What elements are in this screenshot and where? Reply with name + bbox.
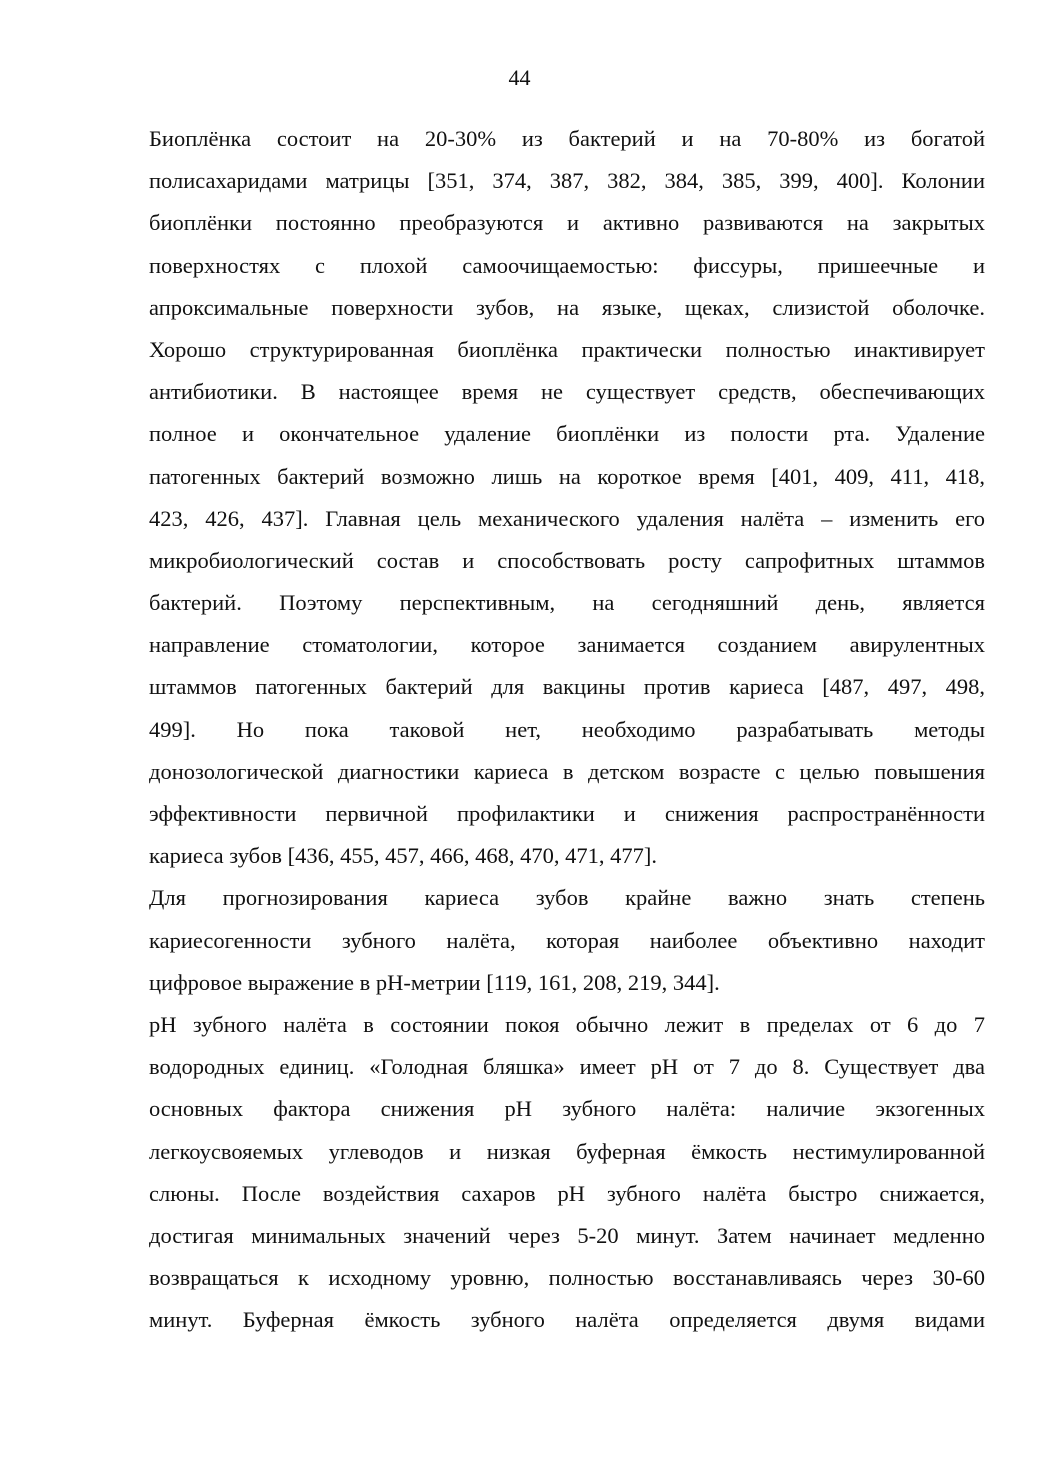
text-line: водородных единиц. «Голодная бляшка» имеет рН от 7 до 8. Существует два [149,1054,985,1080]
text-line: кариесогенности зубного налёта, которая наиболее объективно находит [149,927,985,953]
text-line: поверхностях с плохой самоочищаемостью: фиссуры, пришеечные и [149,252,985,278]
text-line: бактерий. Поэтому перспективным, на сегодняшний день, является [149,590,985,616]
text-line: слюны. После воздействия сахаров рН зубного налёта быстро снижается, [149,1180,985,1206]
text-line: Для прогнозирования кариеса зубов крайне важно знать степень [149,885,985,911]
text-line: направление стоматологии, которое занимается созданием авирулентных [149,632,985,658]
body-text [149,118,985,1341]
text-line: 423, 426, 437]. Главная цель механического удаления налёта – изменить его [149,505,985,531]
text-line: апроксимальные поверхности зубов, на языке, щеках, слизистой оболочке. [149,294,985,320]
text-line: Хорошо структурированная биоплёнка практически полностью инактивирует [149,336,985,362]
text-line: микробиологический состав и способствовать росту сапрофитных штаммов [149,547,985,573]
text-line: антибиотики. В настоящее время не существует средств, обеспечивающих [149,379,985,405]
text-line: 499]. Но пока таковой нет, необходимо разрабатывать методы [149,716,985,742]
text-line: эффективности первичной профилактики и снижения распространённости [149,801,985,826]
text-line: патогенных бактерий возможно лишь на короткое время [401, 409, 411, 418, [149,463,985,489]
text-line: основных фактора снижения рН зубного налёта: наличие экзогенных [149,1096,985,1122]
text-line: рН зубного налёта в состоянии покоя обычно лежит в пределах от 6 до 7 [149,1011,985,1037]
text-line: биоплёнки постоянно преобразуются и активно развиваются на закрытых [149,210,985,236]
page-number: 44 [508,65,531,90]
text-line: полисахаридами матрицы [351, 374, 387, 382, 384, 385, 399, 400]. Колонии [149,168,985,194]
paragraph-biofilm [149,118,985,877]
paragraph-prognosis [149,877,985,1004]
text-line: полное и окончательное удаление биоплёнки из полости рта. Удаление [149,421,985,447]
text-line: легкоусвояемых углеводов и низкая буферная ёмкость нестимулированной [149,1138,985,1164]
text-line: возвращаться к исходному уровню, полностью восстанавливаясь через 30-60 [149,1265,985,1291]
text-line: Биоплёнка состоит на 20-30% из бактерий и на 70-80% из богатой [149,126,985,151]
text-line: штаммов патогенных бактерий для вакцины против кариеса [487, 497, 498, [149,674,985,700]
text-line: достигая минимальных значений через 5-20 минут. Затем начинает медленно [149,1222,985,1248]
paragraph-ph [149,1004,985,1342]
text-line: кариеса зубов [436, 455, 457, 466, 468, 470, 471, 477]. [149,843,657,869]
text-line: донозологической диагностики кариеса в детском возрасте с целью повышения [149,758,985,784]
text-line: минут. Буферная ёмкость зубного налёта определяется двумя видами [149,1307,985,1333]
text-line: цифровое выражение в рН-метрии [119, 161, 208, 219, 344]. [149,969,720,995]
